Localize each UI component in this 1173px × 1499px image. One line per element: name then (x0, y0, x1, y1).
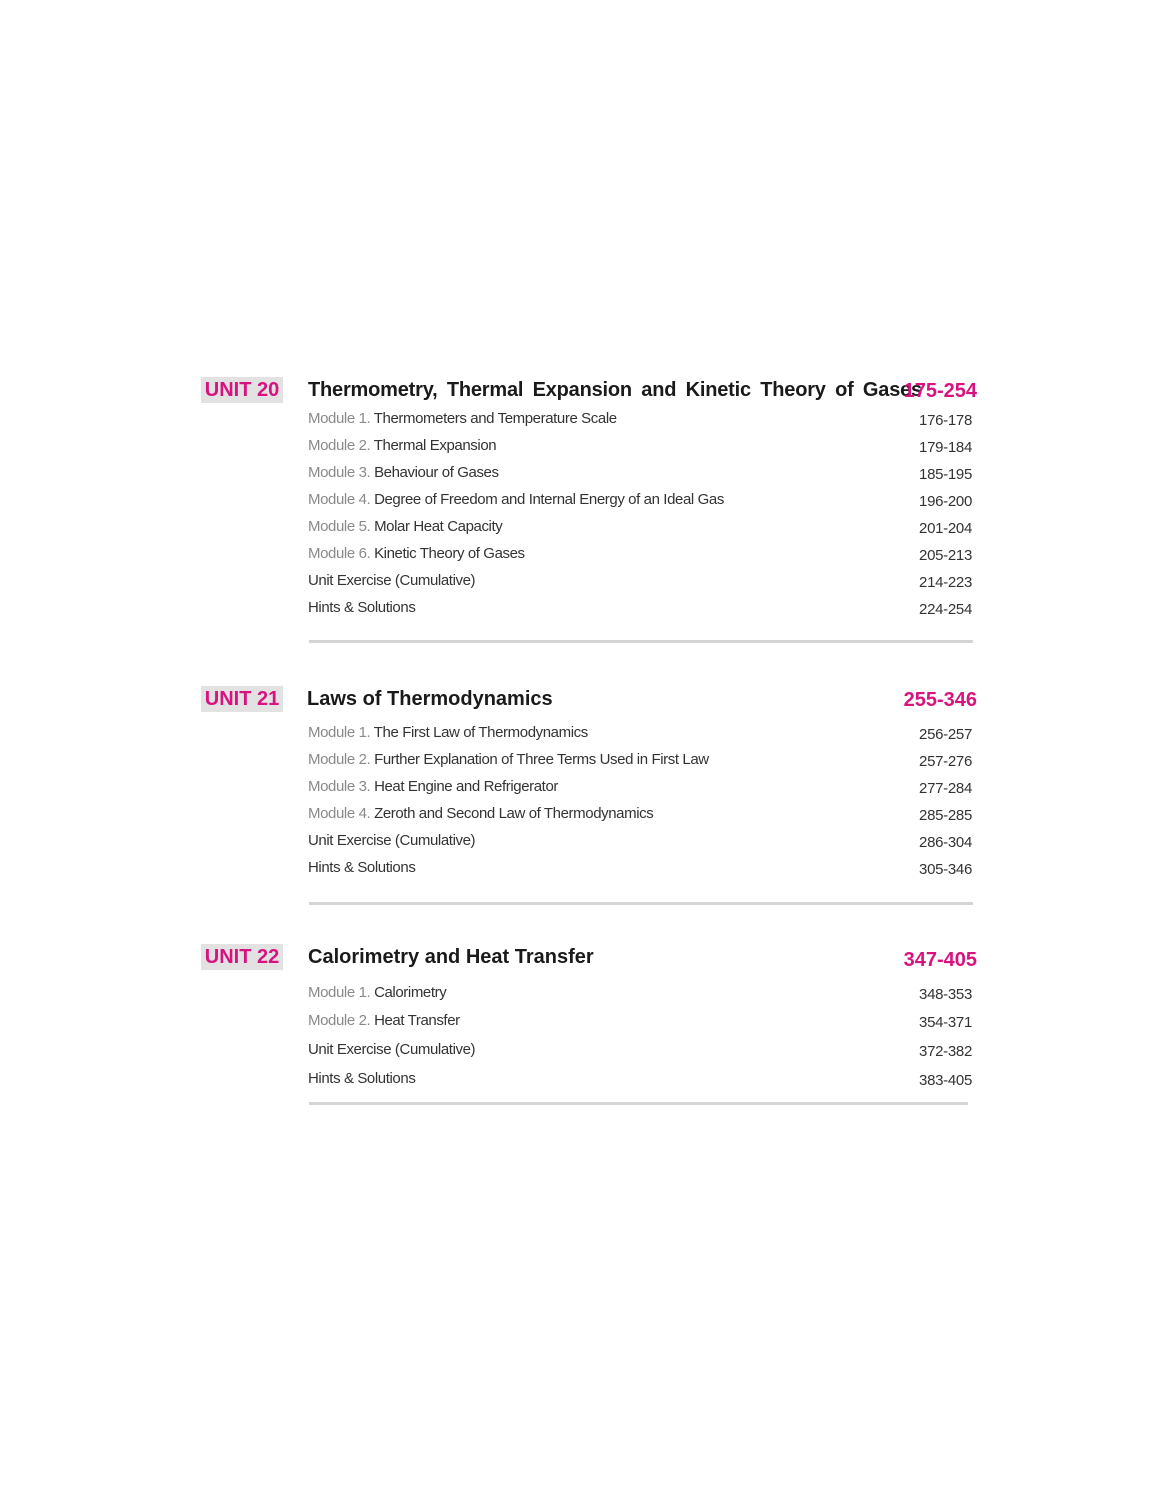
module-name: Unit Exercise (Cumulative) (308, 1041, 476, 1058)
module-name: Hints & Solutions (308, 859, 416, 876)
module-name: Behaviour of Gases (374, 464, 499, 481)
module-name: Heat Transfer (374, 1012, 460, 1029)
section-divider (309, 1102, 968, 1105)
module-name: Zeroth and Second Law of Thermodynamics (374, 805, 654, 822)
module-row (308, 516, 973, 538)
module-pages: 257-276 (919, 753, 972, 770)
module-prefix: Module 1. (308, 724, 371, 741)
module-prefix: Module 6. (308, 545, 371, 562)
module-pages: 256-257 (919, 726, 972, 743)
unit-title: Calorimetry and Heat Transfer (308, 946, 594, 968)
hints-solutions-row (308, 857, 973, 879)
module-row (308, 982, 973, 1004)
unit-page-range: 347-405 (903, 949, 977, 971)
module-pages: 372-382 (919, 1043, 972, 1060)
module-pages: 205-213 (919, 547, 972, 564)
module-prefix: Module 2. (308, 1012, 371, 1029)
unit-exercise-row (308, 1039, 973, 1061)
module-prefix: Module 2. (308, 751, 371, 768)
module-pages: 277-284 (919, 780, 972, 797)
module-prefix: Module 2. (308, 437, 371, 454)
module-row (308, 749, 973, 771)
module-name: Kinetic Theory of Gases (374, 545, 525, 562)
module-prefix: Module 4. (308, 491, 371, 508)
module-pages: 383-405 (919, 1072, 972, 1089)
module-prefix: Module 1. (308, 410, 371, 427)
module-pages: 214-223 (919, 574, 972, 591)
module-pages: 286-304 (919, 834, 972, 851)
unit-exercise-row (308, 830, 973, 852)
module-name: Heat Engine and Refrigerator (374, 778, 558, 795)
module-name: Molar Heat Capacity (374, 518, 503, 535)
module-pages: 196-200 (919, 493, 972, 510)
module-name: Thermometers and Temperature Scale (373, 410, 617, 427)
unit-title: Laws of Thermodynamics (307, 688, 553, 710)
module-prefix: Module 1. (308, 984, 371, 1001)
unit-exercise-row (308, 570, 973, 592)
module-prefix: Module 4. (308, 805, 371, 822)
module-name: Further Explanation of Three Terms Used in First Law (374, 751, 709, 768)
module-row (308, 776, 973, 798)
module-pages: 285-285 (919, 807, 972, 824)
module-pages: 348-353 (919, 986, 972, 1003)
unit-page-range: 255-346 (903, 689, 977, 711)
module-row (308, 462, 973, 484)
unit-badge: UNIT 21 (201, 686, 283, 712)
module-name: The First Law of Thermodynamics (373, 724, 588, 741)
module-name: Unit Exercise (Cumulative) (308, 832, 476, 849)
unit-title: Thermometry, Thermal Expansion and Kinetic Theory of Gases (308, 379, 922, 401)
module-prefix: Module 3. (308, 464, 371, 481)
section-divider (309, 640, 973, 643)
module-name: Thermal Expansion (373, 437, 497, 454)
module-prefix: Module 5. (308, 518, 371, 535)
module-name: Degree of Freedom and Internal Energy of an Ideal Gas (374, 491, 724, 508)
module-prefix: Module 3. (308, 778, 371, 795)
module-pages: 176-178 (919, 412, 972, 429)
unit-page-range: 175-254 (903, 380, 977, 402)
module-row (308, 489, 973, 511)
module-pages: 201-204 (919, 520, 972, 537)
module-pages: 354-371 (919, 1014, 972, 1031)
hints-solutions-row (308, 597, 973, 619)
module-pages: 179-184 (919, 439, 972, 456)
module-row (308, 435, 973, 457)
module-pages: 305-346 (919, 861, 972, 878)
module-name: Hints & Solutions (308, 599, 416, 616)
unit-badge: UNIT 20 (201, 377, 283, 403)
module-name: Hints & Solutions (308, 1070, 416, 1087)
module-name: Calorimetry (374, 984, 447, 1001)
module-pages: 224-254 (919, 601, 972, 618)
module-row (308, 803, 973, 825)
hints-solutions-row (308, 1068, 973, 1090)
module-name: Unit Exercise (Cumulative) (308, 572, 476, 589)
module-pages: 185-195 (919, 466, 972, 483)
module-row (308, 543, 973, 565)
module-row (308, 722, 973, 744)
module-row (308, 1010, 973, 1032)
module-row (308, 408, 973, 430)
section-divider (309, 902, 973, 905)
unit-badge: UNIT 22 (201, 944, 283, 970)
